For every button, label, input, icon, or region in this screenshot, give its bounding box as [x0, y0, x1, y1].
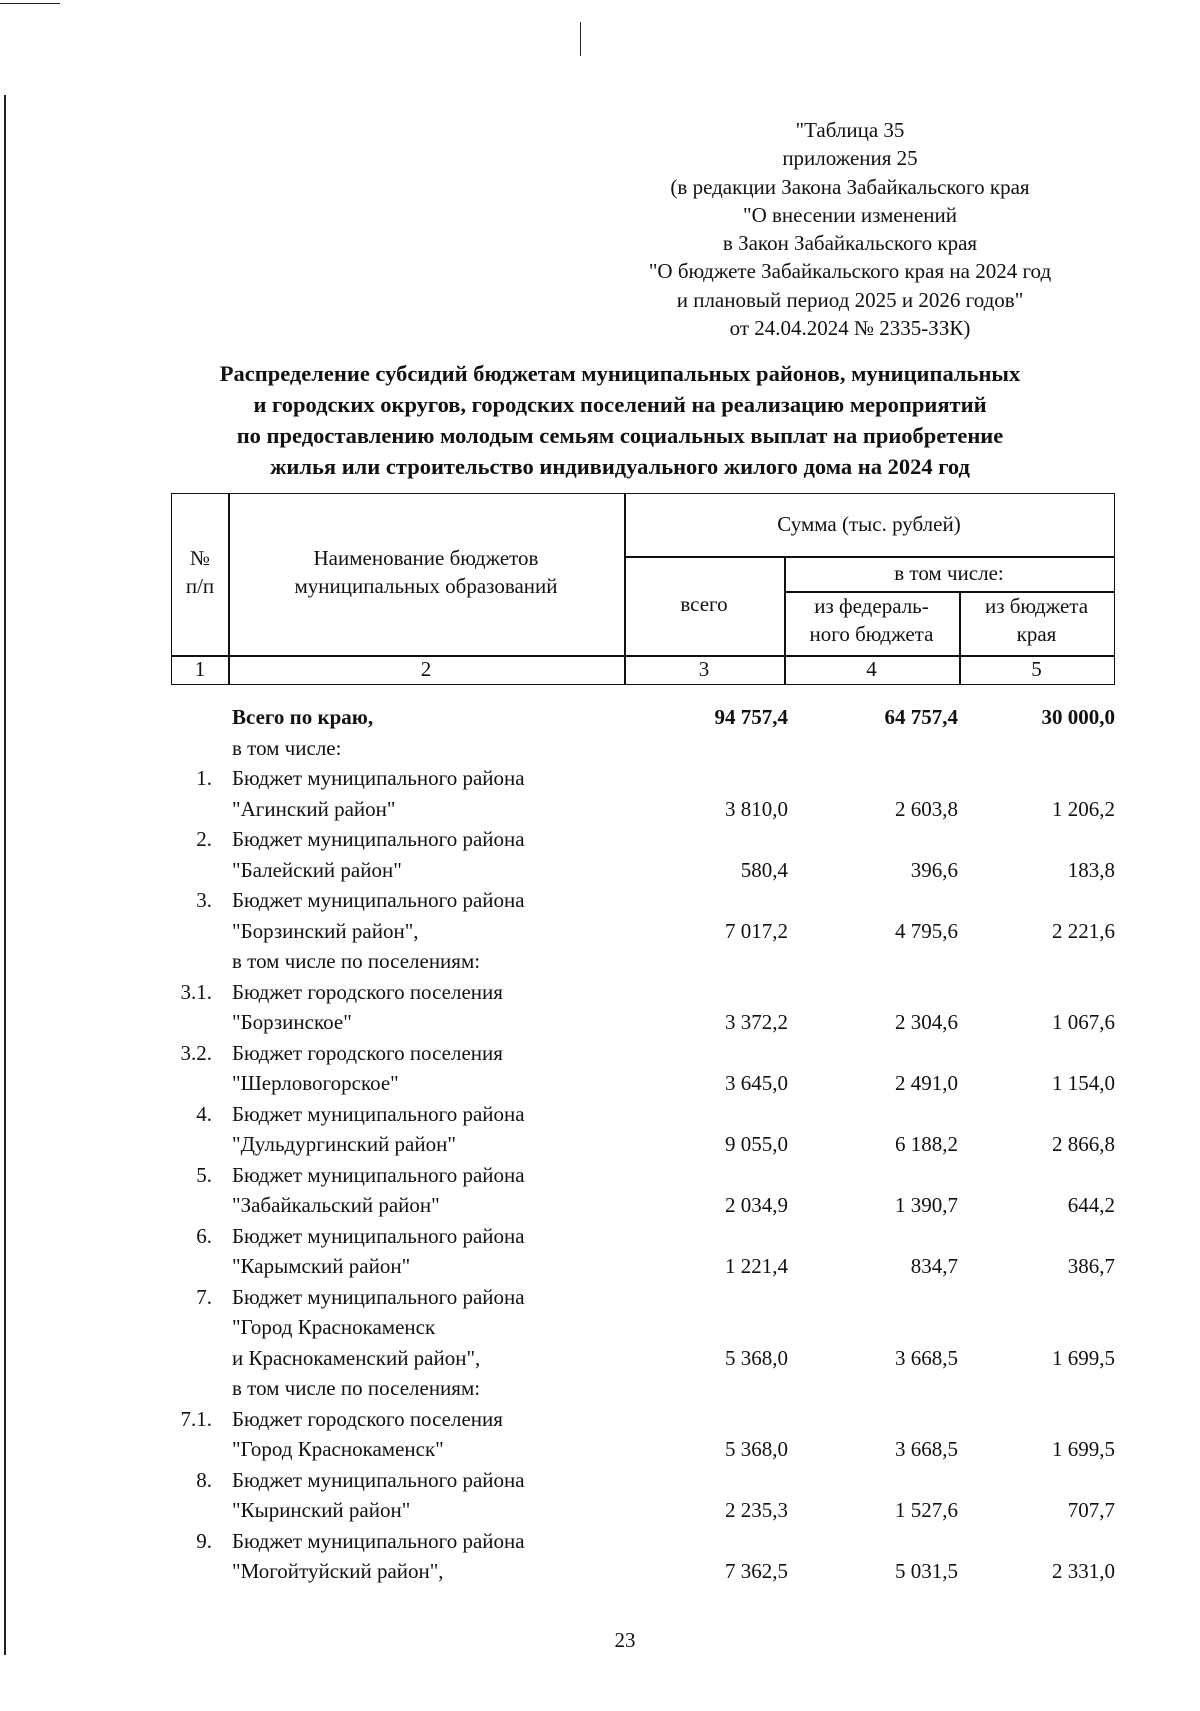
value-regional: 30 000,0	[1041, 705, 1115, 729]
table-row	[0, 702, 1200, 733]
header-name: муниципальных образований	[294, 574, 558, 598]
table-row	[0, 977, 1200, 1038]
row-name-line: Бюджет муниципального района	[232, 888, 525, 912]
scan-artifact-top-line	[0, 3, 60, 4]
row-name-line: Бюджет муниципального района	[232, 1101, 525, 1126]
value-total: 3 645,0	[725, 1071, 788, 1095]
value-total: 3 372,2	[725, 1010, 788, 1034]
value-total: 7 017,2	[725, 918, 788, 943]
row-name-line: "Борзинское"	[232, 1010, 352, 1034]
value-federal: 396,6	[910, 857, 958, 882]
row-name	[232, 733, 652, 764]
value-total: 5 368,0	[725, 1437, 788, 1461]
row-name	[232, 763, 652, 824]
value-total: 9 055,0	[725, 1132, 788, 1156]
header-sum: Сумма (тыс. рублей)	[777, 512, 961, 536]
column-number: 2	[420, 657, 432, 681]
header-divider	[624, 556, 1114, 558]
value-federal: 2 603,8	[895, 796, 958, 821]
value-regional: 1 699,5	[1052, 1437, 1115, 1461]
row-name-line: "Агинский район"	[232, 796, 396, 821]
row-name	[232, 1526, 652, 1587]
value-federal: 1 527,6	[895, 1498, 958, 1522]
value-regional: 2 331,0	[1052, 1559, 1115, 1583]
row-name-line: в том числе:	[232, 735, 342, 760]
value-federal: 3 668,5	[895, 1437, 958, 1461]
header-line: от 24.04.2024 № 2335-ЗЗК)	[729, 316, 971, 341]
row-name	[232, 702, 652, 733]
table-row	[0, 733, 1200, 764]
value-federal: 1 390,7	[895, 1193, 958, 1217]
table-row	[0, 1526, 1200, 1587]
header-line: и плановый период 2025 и 2026 годов"	[676, 287, 1024, 312]
row-name	[232, 1160, 652, 1221]
header-federal: ного бюджета	[809, 622, 934, 646]
row-name-line: Бюджет городского поселения	[232, 1040, 503, 1065]
row-name	[232, 1099, 652, 1160]
row-name	[232, 1038, 652, 1099]
title-line: жилья или строительство индивидуального жилого дома на 2024 год	[270, 454, 970, 479]
row-name-line: "Балейский район"	[232, 857, 402, 882]
document-header	[600, 116, 1100, 342]
table-row	[0, 1282, 1200, 1404]
value-regional: 183,8	[1067, 857, 1115, 882]
row-number: 7.	[196, 1284, 212, 1309]
value-federal: 834,7	[910, 1254, 958, 1278]
row-name-line: "Шерловогорское"	[232, 1071, 399, 1095]
table-row	[0, 885, 1200, 977]
header-total: всего	[680, 592, 728, 616]
table-row	[0, 1221, 1200, 1282]
header-regional: края	[1016, 622, 1057, 646]
row-name	[232, 1282, 652, 1404]
header-line: "О внесении изменений	[743, 202, 957, 227]
row-name-line: и Краснокаменский район",	[232, 1345, 481, 1370]
row-number: 8.	[196, 1467, 212, 1492]
page-number: 23	[614, 1628, 636, 1652]
title-line: и городских округов, городских поселений на реализацию мероприятий	[253, 392, 987, 417]
row-name-line: "Дульдургинский район"	[232, 1132, 456, 1156]
column-number: 4	[866, 657, 877, 681]
row-name-line: в том числе по поселениям:	[232, 1376, 481, 1400]
header-line: "Таблица 35	[795, 118, 905, 142]
row-number: 3.	[196, 888, 212, 912]
value-federal: 3 668,5	[895, 1345, 958, 1370]
header-including: в том числе:	[894, 561, 1004, 585]
header-num: №	[189, 546, 211, 570]
value-regional: 1 206,2	[1052, 796, 1115, 821]
value-regional: 707,7	[1067, 1498, 1115, 1522]
row-name-line: Всего по краю,	[232, 705, 374, 729]
row-name	[232, 977, 652, 1038]
value-total: 2 034,9	[725, 1193, 788, 1217]
table-row	[0, 763, 1200, 824]
row-name-line: Бюджет муниципального района	[232, 1467, 525, 1492]
value-regional: 1 699,5	[1052, 1345, 1115, 1370]
column-number: 3	[698, 657, 710, 681]
header-line: приложения 25	[782, 146, 918, 171]
table-row	[0, 1465, 1200, 1526]
row-name-line: "Забайкальский район"	[232, 1193, 440, 1217]
value-total: 3 810,0	[725, 796, 788, 821]
row-name-line: Бюджет муниципального района	[232, 1162, 525, 1187]
row-number: 1.	[196, 766, 212, 790]
title-line: по предоставлению молодым семьям социальных выплат на приобретение	[236, 423, 1004, 448]
row-number: 2.	[196, 827, 212, 851]
value-total: 5 368,0	[725, 1345, 788, 1370]
scan-artifact-fold-mark	[580, 22, 581, 56]
value-total: 1 221,4	[725, 1254, 788, 1278]
table-row	[0, 1038, 1200, 1099]
row-name-line: Бюджет муниципального района	[232, 766, 525, 790]
table-row	[0, 1404, 1200, 1465]
value-regional: 1 067,6	[1052, 1010, 1115, 1034]
row-name-line: "Карымский район"	[232, 1254, 411, 1278]
value-federal: 4 795,6	[895, 918, 958, 943]
value-federal: 5 031,5	[895, 1559, 958, 1583]
table-row	[0, 1099, 1200, 1160]
value-regional: 2 866,8	[1052, 1132, 1115, 1156]
value-federal: 2 304,6	[895, 1010, 958, 1034]
value-regional: 644,2	[1067, 1193, 1115, 1217]
row-name	[232, 885, 652, 977]
row-name	[232, 1221, 652, 1282]
row-name	[232, 1465, 652, 1526]
value-federal: 6 188,2	[895, 1132, 958, 1156]
row-number: 3.2.	[180, 1040, 212, 1065]
value-total: 94 757,4	[714, 705, 788, 729]
value-total: 2 235,3	[725, 1498, 788, 1522]
row-name-line: Бюджет городского поселения	[232, 979, 503, 1004]
header-line: (в редакции Закона Забайкальского края	[670, 174, 1030, 199]
header-line: в Закон Забайкальского края	[722, 231, 978, 256]
column-number: 1	[194, 657, 206, 681]
header-regional: из бюджета	[984, 594, 1089, 618]
column-number: 5	[1031, 657, 1042, 681]
row-name-line: "Кыринский район"	[232, 1498, 411, 1522]
row-number: 3.1.	[180, 979, 212, 1004]
value-federal: 64 757,4	[884, 705, 958, 729]
document-title	[120, 358, 1120, 482]
row-name-line: Бюджет муниципального района	[232, 827, 525, 851]
header-line: "О бюджете Забайкальского края на 2024 год	[648, 259, 1052, 284]
row-name-line: Бюджет городского поселения	[232, 1406, 503, 1431]
row-name-line: "Город Краснокаменск	[232, 1315, 436, 1339]
value-regional: 1 154,0	[1052, 1071, 1115, 1095]
row-number: 7.1.	[180, 1406, 212, 1431]
header-federal: из федераль-	[814, 594, 929, 618]
row-name-line: Бюджет муниципального района	[232, 1528, 525, 1553]
header-num: п/п	[185, 574, 215, 598]
row-number: 6.	[196, 1223, 212, 1248]
value-federal: 2 491,0	[895, 1071, 958, 1095]
row-number: 9.	[196, 1528, 212, 1553]
table-row	[0, 1160, 1200, 1221]
row-number: 4.	[196, 1101, 212, 1126]
row-name-line: "Могойтуйский район",	[232, 1559, 444, 1583]
title-line: Распределение субсидий бюджетам муниципальных районов, муниципальных	[219, 361, 1021, 386]
value-total: 7 362,5	[725, 1559, 788, 1583]
value-regional: 2 221,6	[1052, 918, 1115, 943]
row-name-line: в том числе по поселениям:	[232, 949, 481, 973]
value-regional: 386,7	[1067, 1254, 1115, 1278]
row-name	[232, 824, 652, 885]
row-name	[232, 1404, 652, 1465]
value-total: 580,4	[740, 857, 788, 882]
table-row	[0, 824, 1200, 885]
row-number: 5.	[196, 1162, 212, 1187]
row-name-line: Бюджет муниципального района	[232, 1223, 525, 1248]
header-name: Наименование бюджетов	[313, 546, 539, 570]
row-name-line: "Город Краснокаменск"	[232, 1437, 444, 1461]
table-header	[171, 493, 1115, 685]
row-name-line: Бюджет муниципального района	[232, 1284, 525, 1309]
row-name-line: "Борзинский район",	[232, 918, 419, 943]
